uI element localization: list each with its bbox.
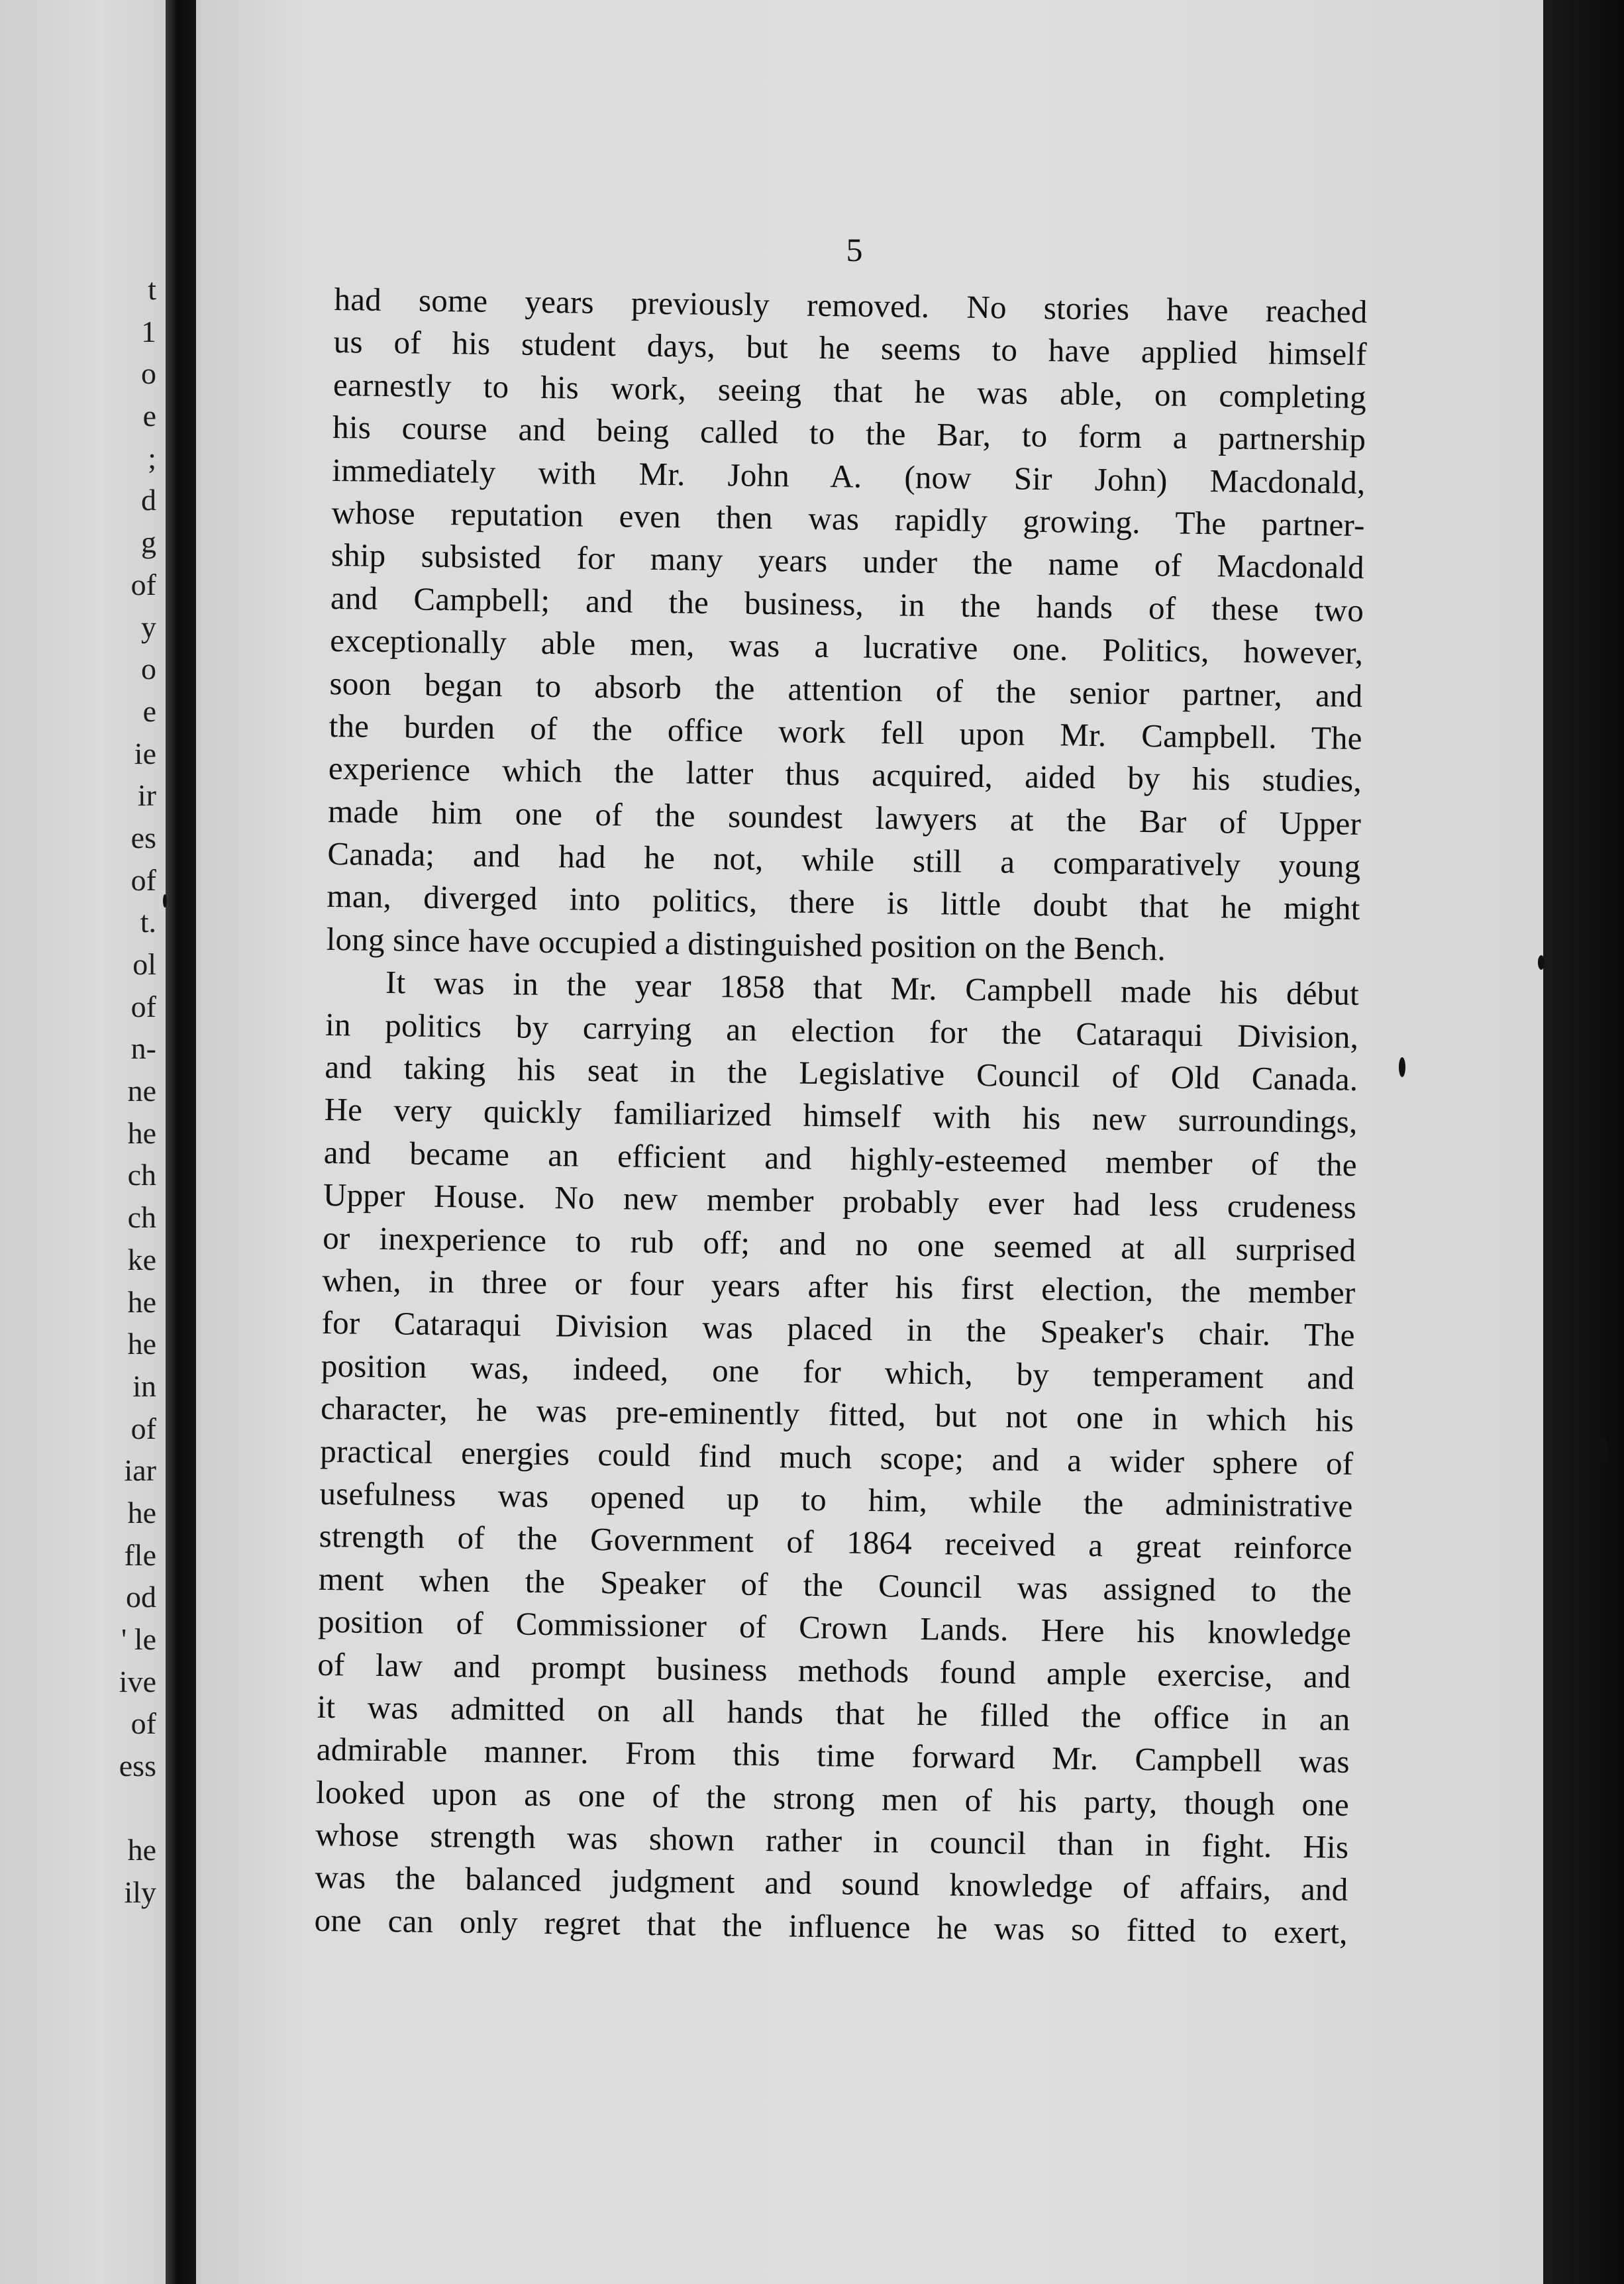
left-fragment-line: t <box>148 272 156 306</box>
text-line: and taking his seat in the Legislative Council of Old Canada. <box>325 1048 1358 1098</box>
left-fragment-line: ily <box>124 1875 156 1910</box>
left-fragment-line: ne <box>127 1074 156 1108</box>
left-fragment-line: in <box>132 1369 156 1403</box>
left-fragment-line: ch <box>127 1200 156 1235</box>
text-line: had some years previously removed. No stories have reached <box>334 280 1368 331</box>
left-fragment-line: he <box>127 1284 156 1319</box>
left-fragment-line: ol <box>132 947 156 981</box>
book-gutter <box>166 0 196 2284</box>
text-line: Upper House. No new member probably ever had less crudeness <box>323 1176 1357 1226</box>
text-line: Canada; and had he not, while still a comparatively young <box>327 835 1361 885</box>
ink-speck <box>1538 955 1545 970</box>
left-fragment-line: of <box>130 1411 156 1445</box>
left-fragment-line <box>37 1787 156 1830</box>
left-fragment-line: he <box>127 1116 156 1150</box>
text-line: the burden of the office work fell upon Mr. Campbell. The <box>329 707 1362 756</box>
left-fragment-line: ive <box>119 1664 156 1698</box>
left-fragment-line: o <box>141 652 156 686</box>
ink-speck <box>1399 1057 1405 1077</box>
left-fragment-line: iar <box>124 1453 156 1488</box>
text-line: character, he was pre-eminently fitted, but not one in which his <box>320 1390 1354 1439</box>
left-fragment-line: of <box>130 989 156 1023</box>
text-line: one can only regret that the influence he was so fitted to exert, <box>314 1901 1348 1951</box>
left-fragment-line: od <box>126 1580 156 1614</box>
left-facing-page <box>0 0 166 2284</box>
ink-speck <box>163 894 167 908</box>
left-fragment-line: 1 <box>141 314 156 348</box>
left-fragment-line: e <box>142 694 156 728</box>
left-page-text-fragments <box>37 268 156 1914</box>
text-line: position was, indeed, one for which, by temperament and <box>321 1347 1355 1396</box>
left-fragment-line: of <box>130 1706 156 1741</box>
left-fragment-line: g <box>141 525 156 560</box>
paragraph-1 <box>326 278 1367 973</box>
text-line: admirable manner. From this time forward Mr. Campbell was <box>316 1731 1350 1781</box>
text-line: was the balanced judgment and sound knowledge of affairs, and <box>315 1859 1348 1908</box>
left-fragment-line: he <box>127 1833 156 1867</box>
text-line: exceptionally able men, was a lucrative one. Politics, however, <box>329 622 1364 672</box>
text-line: soon began to absorb the attention of the senior partner, and <box>329 664 1363 714</box>
text-line: immediately with Mr. John A. (now Sir John) Macdonald, <box>332 451 1366 501</box>
text-line: of law and prompt business methods found ample exercise, and <box>317 1645 1351 1695</box>
text-line: earnestly to his work, seeing that he was able, on completing <box>332 366 1367 415</box>
left-fragment-line: o <box>141 356 156 391</box>
left-fragment-line: ke <box>127 1242 156 1276</box>
left-fragment-line: fle <box>124 1537 156 1572</box>
text-line: long since have occupied a distinguished position on the Bench. <box>326 920 1166 968</box>
text-line: looked upon as one of the strong men of his party, though one <box>315 1773 1350 1823</box>
right-page-edge <box>1543 0 1624 2284</box>
text-line: for Cataraqui Division was placed in the Speaker's chair. The <box>321 1304 1355 1354</box>
text-line: his course and being called to the Bar, to form a partnership <box>332 409 1366 458</box>
text-line: and Campbell; and the business, in the hands of these two <box>330 579 1364 629</box>
paragraph-2 <box>314 960 1359 1954</box>
left-fragment-line: es <box>130 820 156 855</box>
text-line: He very quickly familiarized himself with his new surroundings, <box>324 1091 1358 1141</box>
left-fragment-line: ' le <box>121 1622 156 1656</box>
left-fragment-line: e <box>142 399 156 433</box>
text-line: whose reputation even then was rapidly growing. The partner- <box>331 493 1365 543</box>
left-fragment-line: of <box>130 567 156 601</box>
ink-speck <box>1599 1437 1608 1464</box>
text-line: us of his student days, but he seems to have applied himself <box>333 323 1368 373</box>
text-line: it was admitted on all hands that he filled the office in an <box>317 1688 1350 1738</box>
text-line: whose strength was shown rather in council than in fight. His <box>315 1816 1349 1865</box>
text-line: and became an efficient and highly-esteemed member of the <box>323 1133 1358 1183</box>
left-fragment-line: t. <box>140 905 156 939</box>
left-fragment-line: ch <box>127 1158 156 1192</box>
text-line: position of Commissioner of Crown Lands. Here his knowledge <box>317 1602 1352 1653</box>
left-fragment-line: y <box>141 609 156 644</box>
left-fragment-line: ir <box>137 778 156 813</box>
text-line: It was in the year 1858 that Mr. Campbell made his début <box>385 964 1360 1013</box>
text-line: ship subsisted for many years under the name of Macdonald <box>330 537 1365 586</box>
text-line: or inexperience to rub off; and no one seemed at all surprised <box>322 1219 1356 1269</box>
text-line: usefulness was opened up to him, while the administrative <box>319 1475 1353 1524</box>
text-line: in politics by carrying an election for the Cataraqui Division, <box>325 1006 1359 1055</box>
text-line: experience which the latter thus acquired, aided by his studies, <box>328 750 1362 800</box>
body-text <box>314 278 1368 1954</box>
text-line: ment when the Speaker of the Council was assigned to the <box>318 1560 1352 1610</box>
text-line: strength of the Government of 1864 received a great reinforce <box>319 1518 1353 1567</box>
left-fragment-line: of <box>130 862 156 897</box>
text-line: when, in three or four years after his first election, the member <box>322 1261 1356 1311</box>
page-number: 5 <box>846 231 863 268</box>
left-fragment-line: he <box>127 1327 156 1361</box>
left-fragment-line: ; <box>148 441 156 475</box>
left-fragment-line: he <box>127 1495 156 1530</box>
text-line: practical energies could find much scope; and a wider sphere of <box>320 1432 1354 1482</box>
left-fragment-line: ess <box>119 1749 156 1783</box>
text-line: made him one of the soundest lawyers at the Bar of Upper <box>327 792 1362 842</box>
left-fragment-line: ie <box>134 736 156 770</box>
left-fragment-line: d <box>141 483 156 517</box>
left-fragment-line: n- <box>130 1031 156 1066</box>
text-line: man, diverged into politics, there is little doubt that he might <box>327 878 1360 927</box>
